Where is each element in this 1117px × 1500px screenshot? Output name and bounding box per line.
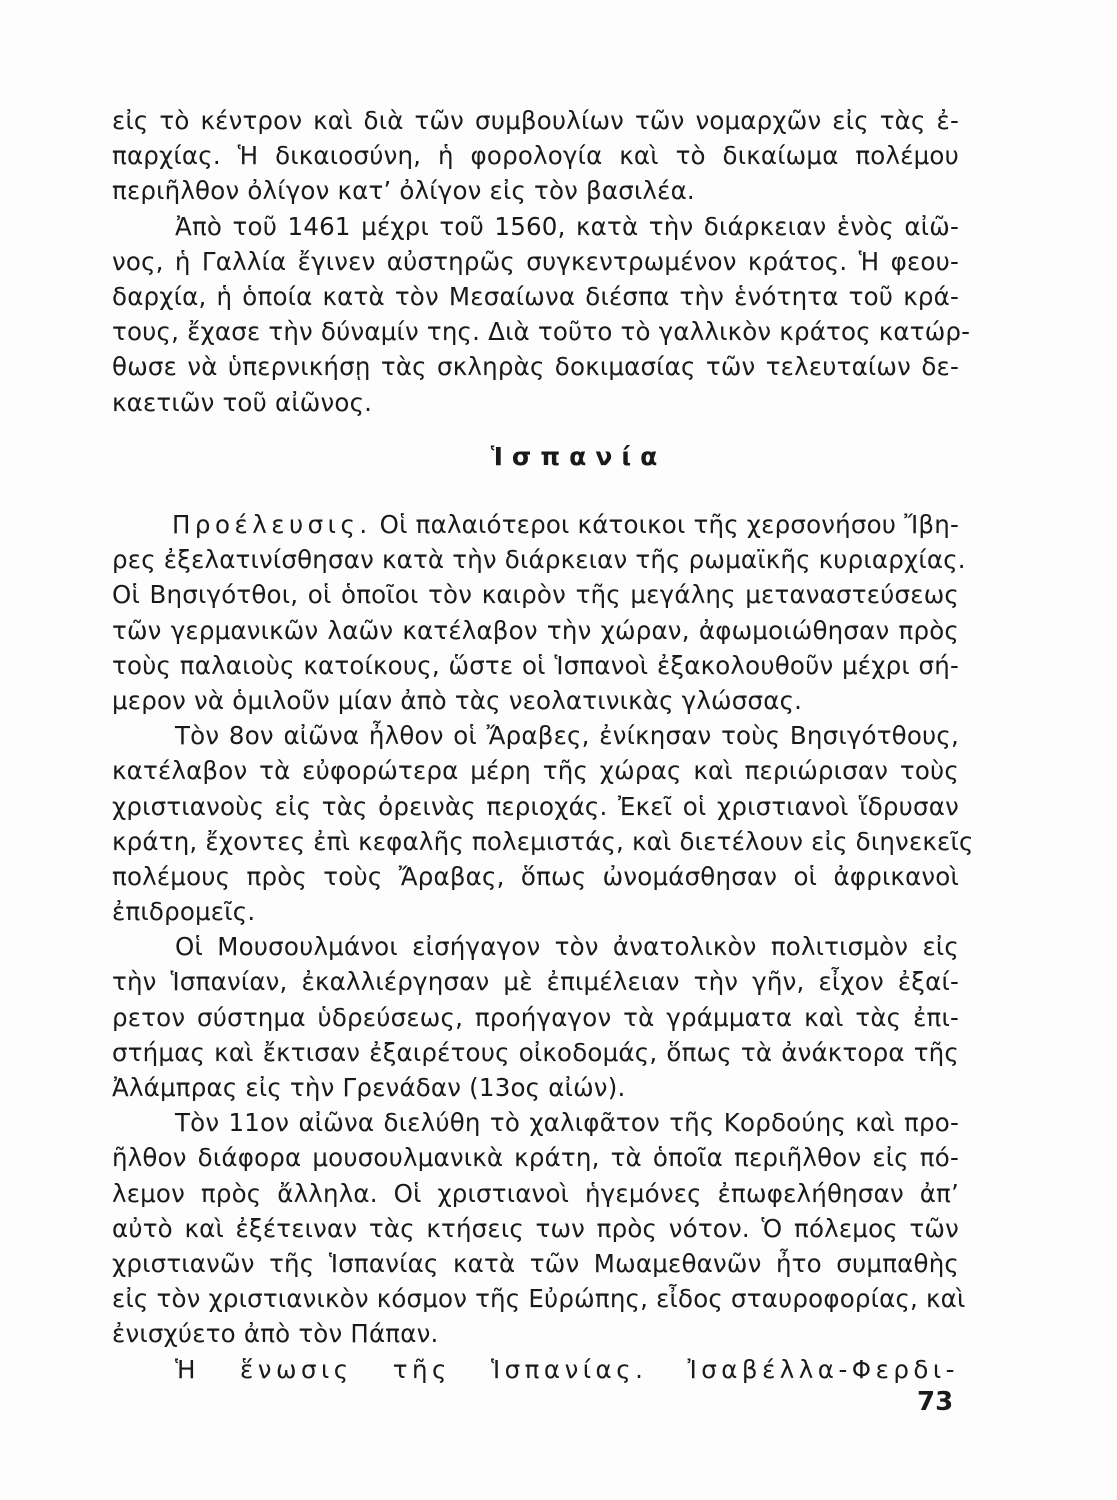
- text-line: χριστιανῶν τῆς Ἱσπανίας κατὰ τῶν Μωαμεθανῶν ἦτο συμπαθὴς: [112, 1248, 959, 1278]
- text-line: Οἱ Βησιγότθοι, οἱ ὁποῖοι τὸν καιρὸν τῆς μεγάλης μεταναστεύσεως: [112, 580, 959, 610]
- text-line: παρχίας. Ἡ δικαιοσύνη, ἡ φορολογία καὶ τὸ δικαίωμα πολέμου: [112, 141, 959, 171]
- runin-heading: Προέλευσις.: [172, 510, 372, 539]
- text-line: χριστιανοὺς εἰς τὰς ὀρεινὰς περιοχάς. Ἐκεῖ οἱ χριστιανοὶ ἵδρυσαν: [112, 791, 959, 821]
- text-line: [112, 507, 959, 542]
- text-line: κατέλαβον τὰ εὐφορώτερα μέρη τῆς χώρας καὶ περιώρισαν τοὺς: [112, 756, 959, 786]
- text-line: Ἡ ἕνωσις τῆς Ἱσπανίας. Ἰσαβέλλα-Φερδι-: [175, 1354, 959, 1384]
- paragraph-2: [112, 209, 971, 420]
- text-line: Τὸν 11ον αἰῶνα διελύθη τὸ χαλιφᾶτον τῆς Κορδούης καὶ προ-: [175, 1108, 959, 1138]
- text-line: καετιῶν τοῦ αἰῶνος.: [112, 387, 373, 417]
- text-line: ἐνισχύετο ἀπὸ τὸν Πάπαν.: [112, 1319, 439, 1349]
- text-line: δαρχία, ἡ ὁποία κατὰ τὸν Μεσαίωνα διέσπα τὴν ἑνότητα τοῦ κρά-: [112, 281, 959, 311]
- paragraph-union: [112, 1352, 959, 1387]
- text-line: νος, ἡ Γαλλία ἔγινεν αὐστηρῶς συγκεντρωμένον κράτος. Ἡ φεου-: [112, 246, 959, 276]
- text-line: ῆλθον διάφορα μουσουλμανικὰ κράτη, τὰ ὁποῖα περιῆλθον εἰς πό-: [112, 1143, 959, 1173]
- text-line: Οἱ Μουσουλμάνοι εἰσήγαγον τὸν ἀνατολικὸν πολιτισμὸν εἰς: [175, 932, 959, 962]
- paragraph-arabs: [112, 718, 974, 929]
- text-line: τὴν Ἱσπανίαν, ἐκαλλιέργησαν μὲ ἐπιμέλειαν τὴν γῆν, εἶχον ἐξαί-: [112, 967, 959, 997]
- runin-text: Οἱ παλαιότεροι κάτοικοι τῆς χερσονήσου Ἴβη-: [371, 510, 959, 539]
- text-block-main: [112, 507, 974, 1387]
- section-heading: Ἱσπανία: [490, 442, 667, 471]
- text-line: τους, ἔχασε τὴν δύναμίν της. Διὰ τοῦτο τὸ γαλλικὸν κράτος κατώρ-: [112, 317, 971, 347]
- paragraph-1: [112, 103, 959, 209]
- text-line: Ἀλάμπρας εἰς τὴν Γρενάδαν (13ος αἰών).: [112, 1073, 626, 1102]
- text-block-top: [112, 103, 971, 420]
- text-line: Τὸν 8ον αἰῶνα ἦλθον οἱ Ἄραβες, ἐνίκησαν τοὺς Βησιγότθους,: [175, 721, 959, 751]
- text-line: μερον νὰ ὁμιλοῦν μίαν ἀπὸ τὰς νεολατινικὰς γλώσσας.: [112, 685, 803, 715]
- paragraph-muslims: [112, 929, 959, 1105]
- text-line: ρες ἐξελατινίσθησαν κατὰ τὴν διάρκειαν τῆς ρωμαϊκῆς κυριαρχίας.: [112, 545, 966, 575]
- text-line: στήμας καὶ ἔκτισαν ἐξαιρέτους οἰκοδομάς, ὅπως τὰ ἀνάκτορα τῆς: [112, 1037, 959, 1067]
- text-line: πολέμους πρὸς τοὺς Ἄραβας, ὅπως ὠνομάσθησαν οἱ ἀφρικανοὶ: [112, 861, 959, 891]
- text-line: περιῆλθον ὀλίγον κατ’ ὀλίγον εἰς τὸν βασιλέα.: [112, 176, 695, 206]
- text-line: εἰς τὸ κέντρον καὶ διὰ τῶν συμβουλίων τῶν νομαρχῶν εἰς τὰς ἐ-: [112, 106, 959, 135]
- text-line: τοὺς παλαιοὺς κατοίκους, ὥστε οἱ Ἱσπανοὶ ἐξακολουθοῦν μέχρι σή-: [112, 650, 959, 680]
- text-line: θωσε νὰ ὑπερνικήσῃ τὰς σκληρὰς δοκιμασίας τῶν τελευταίων δε-: [112, 352, 959, 382]
- text-line: ἐπιδρομεῖς.: [112, 897, 256, 927]
- text-line: τῶν γερμανικῶν λαῶν κατέλαβον τὴν χώραν, ἀφωμοιώθησαν πρὸς: [112, 615, 959, 645]
- page-number: 73: [917, 1387, 954, 1417]
- text-line: Ἀπὸ τοῦ 1461 μέχρι τοῦ 1560, κατὰ τὴν διάρκειαν ἑνὸς αἰῶ-: [175, 211, 959, 241]
- text-line: εἰς τὸν χριστιανικὸν κόσμον τῆς Εὐρώπης, εἶδος σταυροφορίας, καὶ: [112, 1284, 966, 1314]
- text-line: λεμον πρὸς ἄλληλα. Οἱ χριστιανοὶ ἡγεμόνες ἐπωφελήθησαν ἀπ’: [112, 1178, 959, 1208]
- text-line: αὐτὸ καὶ ἐξέτειναν τὰς κτήσεις των πρὸς νότον. Ὁ πόλεμος τῶν: [112, 1213, 959, 1243]
- paragraph-caliphate: [112, 1105, 966, 1351]
- text-line: κράτη, ἔχοντες ἐπὶ κεφαλῆς πολεμιστάς, καὶ διετέλουν εἰς διηνεκεῖς: [112, 826, 974, 856]
- paragraph-origin: [112, 507, 966, 718]
- text-line: ρετον σύστημα ὑδρεύσεως, προήγαγον τὰ γράμματα καὶ τὰς ἐπι-: [112, 1002, 959, 1032]
